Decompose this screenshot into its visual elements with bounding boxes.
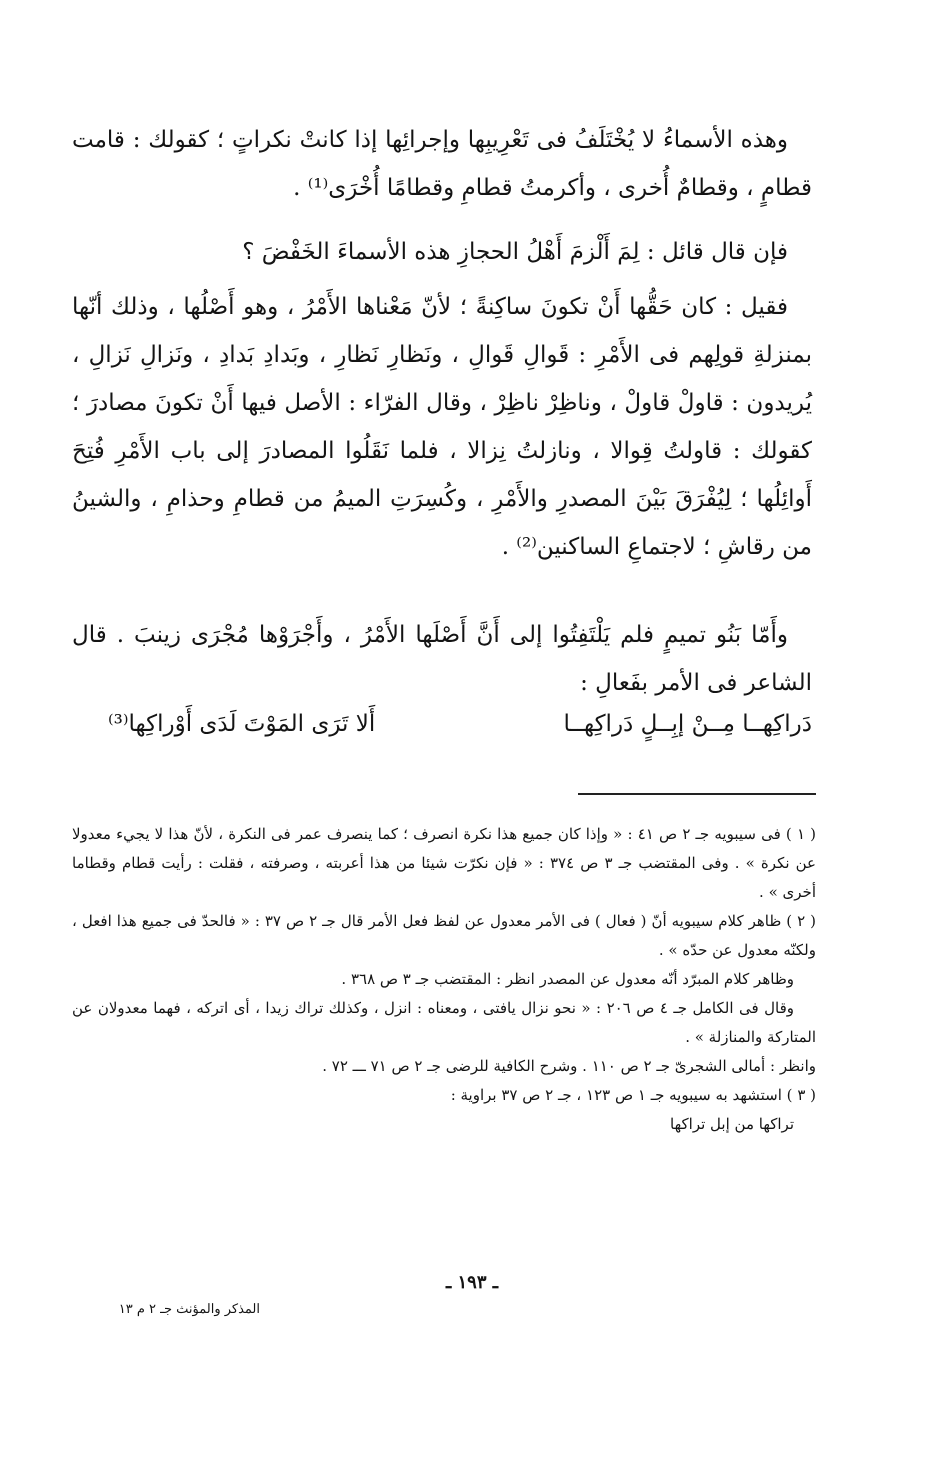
footnote-2: ( ٢ ) ظاهر كلام سيبويه أنّ ( فعال ) فى الأمر معدول عن لفظ فعل الأمر قال جـ ٢ ص ٣٧ : « فالحدّ فى جميع هذا افعل ، ولكنّه معدول عن حدّه » . (72, 912, 816, 959)
verse-second-hemistich: أَلا تَرَى المَوْتَ لَدَى أَوْراكِها⁽³⁾ (108, 711, 376, 737)
footnote-3: ( ٣ ) استشهد به سيبويه جـ ١ ص ١٢٣ ، جـ ٢ ص ٣٧ براوية : (450, 1086, 816, 1104)
footnotes (72, 820, 816, 1139)
footnote-2-see-also: وانظر : أمالى الشجرىّ جـ ٢ ص ١١٠ . وشرح الكافية للرضى جـ ٢ ص ٧١ ـــ ٧٢ . (322, 1057, 816, 1075)
body-paragraph-2: فإن قال قائل : لِمَ أَلْزمَ أَهْلُ الحجازِ هذه الأسماءَ الخَفْضَ ؟ (242, 239, 788, 265)
footnote-separator (578, 793, 816, 795)
body-paragraph-3: فقيل : كان حَقُّها أَنْ تكونَ ساكِنةً ؛ لأنّ مَعْناها الأَمْرُ ، وهو أَصْلُها ، وذلك أنّها بمنزلةِ قولِهم فى الأَمْرِ : قَوالِ قَوالِ ، ونَظارِ نَظارِ ، وبَدادِ بَدادِ ، ونَزالِ نَزالِ ، يُريدون : قاولْ قاولْ ، وناظِرْ ناظِرْ ، وقال الفرّاء : الأصل فيها أَنْ تكونَ مصادرَ ؛ كقولك : قاولتُ قِوالا ، ونازلتُ نِزالا ، فلما نَقَلُوا المصادرَ إلى باب الأَمْرِ فُتِحَ أَوائِلُها ؛ لِيُفْرَقَ بَيْنَ المصدرِ والأَمْرِ ، وكُسِرَتِ الميمُ من قطامِ وحذامِ ، والشينُ من رقاشِ ؛ لاجتماعِ الساكنين⁽²⁾ . (72, 294, 812, 560)
footnote-2-continuation: وظاهر كلام المبرّد أنّه معدول عن المصدر انظر : المقتضب جـ ٣ ص ٣٦٨ . (341, 970, 794, 988)
body-paragraph-1: وهذه الأسماءُ لا يُخْتَلَفُ فى تَعْرِيبِها وإجرائِها إذا كانتْ نكراتٍ ؛ كقولك : قامت قطامٍ ، وقطامٌ أُخرى ، وأكرمتُ قطامِ وقطامًا أُخْرَى⁽¹⁾ . (72, 127, 812, 201)
body-paragraph-4: وأَمّا بَنُو تميمٍ فلم يَلْتَفِتُوا إلى أَنَّ أَصْلَها الأَمْرُ ، وأَجْرَوْها مُجْرَى زينبَ . قال الشاعر فى الأمر بفَعالِ : (72, 622, 812, 696)
verse-first-hemistich: دَراكِهــا مِــنْ إبِــلٍ دَراكِهــا (563, 711, 812, 737)
footnote-3-variant: تراكها من إبل تراكها (670, 1115, 794, 1133)
running-footer: المذكر والمؤنث جـ ٢ م ١٣ (118, 1302, 260, 1317)
page-number: ـ ١٩٣ ـ (445, 1272, 499, 1293)
footnote-2-kamil-quote: وقال فى الكامل جـ ٤ ص ٢٠٦ : « نحو نزال يافتى ، ومعناه : انزل ، وكذلك تراك زيدا ، أى اتركه ، فهما معدولان عن المتاركة والمنازلة » . (72, 999, 816, 1046)
footnote-1: ( ١ ) فى سيبويه جـ ٢ ص ٤١ : « وإذا كان جميع هذا نكرة انصرف ؛ كما ينصرف عمر فى النكرة ، لأنّ هذا لا يجيء معدولا عن نكرة » . وفى المقتضب جـ ٣ ص ٣٧٤ : « فإن نكرّت شيئا من هذا أعربته ، وصرفته ، فقلت : رأيت قطام وقطاما أخرى » . (72, 825, 817, 901)
poetry-verse (108, 696, 812, 752)
